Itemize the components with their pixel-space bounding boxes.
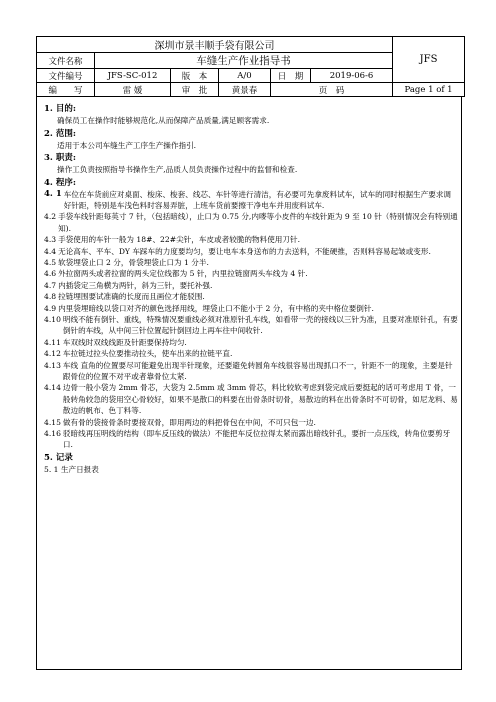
section-title: 范围: [55, 128, 76, 139]
section-number: 1. [44, 104, 53, 114]
version: A/0 [219, 69, 271, 83]
procedure-item [44, 382, 458, 416]
section-purpose [44, 103, 458, 127]
item-number: 4.3 [44, 235, 57, 245]
section-number: 5. [44, 452, 53, 463]
section-title: 记录 [55, 452, 73, 463]
item-number: 4.8 [44, 292, 57, 302]
item-number: 4.2 [44, 212, 57, 222]
doc-code-right: JFS [393, 37, 465, 83]
document-page [36, 36, 464, 670]
section-text: 适用于本公司车缝生产工序生产操作指引. [57, 140, 197, 150]
procedure-item [44, 348, 458, 359]
item-number: 4.9 [44, 303, 57, 313]
approve-label: 审 批 [171, 83, 219, 97]
item-text: 驳暗线再压明线的结构（即车反压线的做法）不能把车反位拉得太紧而露出暗线针孔，要折一点压线，转角位要剪牙口. [62, 429, 451, 450]
item-number: 4.10 [44, 314, 61, 324]
section-number: 4. [44, 177, 53, 188]
company-name: 深圳市景丰顺手袋有限公司 [37, 37, 393, 53]
procedure-item [44, 417, 458, 428]
approver: 黄景春 [219, 83, 271, 97]
section-number: 3. [44, 153, 53, 163]
section-records [44, 452, 458, 475]
item-number: 4.14 [44, 383, 61, 393]
section-procedure [44, 177, 458, 451]
section-title: 目的: [55, 104, 76, 114]
procedure-item [44, 303, 458, 314]
procedure-item [44, 189, 458, 212]
document-header-table [36, 36, 465, 97]
procedure-item [44, 234, 458, 245]
item-number: 4.16 [44, 429, 61, 439]
item-number: 4. 1 [44, 188, 62, 199]
item-text: 软袋埋袋止口 2 分，骨袋埋袋止口为 1 分半. [58, 257, 209, 267]
item-number: 4.12 [44, 349, 61, 359]
section-text: 操作工负责按照指导书操作生产,品质人员负责操作过程中的监督和检查. [57, 165, 298, 174]
procedure-item [44, 280, 458, 291]
doc-no: JFS-SC-012 [95, 69, 171, 83]
item-number: 4.15 [44, 417, 61, 427]
item-text: 车位在车货前应对桌面、梭床、梭套、线芯、车针等进行清洁，有必要可先拿废料试车，试车的同时根据生产要求调好针距，特别是车浅色料时容易弄脏，上班车货前要擦干净电车并用废料试车. [63, 189, 452, 210]
date: 2019-06-6 [311, 69, 393, 83]
item-text: 车拉链过拉头位要推动拉头，使车出来的拉链平直. [62, 349, 233, 359]
procedure-item [44, 211, 458, 234]
section-title: 职责: [55, 153, 76, 163]
procedure-item [44, 314, 458, 337]
item-text: 外拉窗两头或者拉窗的两头定位线都为 5 针，内里拉链窗两头车线为 4 针. [58, 269, 308, 279]
item-number: 4.13 [44, 360, 61, 370]
procedure-item [44, 257, 458, 268]
procedure-item [44, 291, 458, 302]
procedure-item [44, 337, 458, 348]
item-text: 车双线时双线线距及针距要保持均匀. [62, 337, 187, 347]
writer-label: 编 写 [37, 83, 95, 97]
section-title: 程序: [55, 177, 76, 188]
item-text: 内里袋埋暗线以袋口对齐的颜色选择用线，埋袋止口不能小于 2 分，有中格的夹中格位要倒针. [58, 303, 374, 313]
item-text: 拉链埋围要试准确的长度而且画位才能驳围. [58, 292, 205, 302]
procedure-item [44, 246, 458, 257]
item-text: 车线 直角的位置要尽可能避免出现半针现象，还要避免转圆角车线很容易出现抓口不一，针距不一的现象，主要是针跟骨位的位置不对平或者靠骨位太紧. [62, 360, 453, 381]
item-number: 4.11 [44, 337, 61, 347]
doc-name-label: 文件名称 [37, 53, 95, 69]
item-number: 4.5 [44, 257, 57, 267]
procedure-item [44, 428, 458, 451]
item-text: 内插袋定三角横为两针，斜为三针，要托补强. [58, 280, 213, 290]
pages: Page 1 of 1 [393, 83, 465, 97]
section-number: 2. [44, 128, 53, 139]
doc-name: 车缝生产作业指导书 [95, 53, 393, 69]
item-text: 明线不能有倒针、重线，特殊情况要重线必须对准原针孔车线，如看带一壳的接线以三针为准，且要对准原针孔，有要倒针的车线，从中间三针位置起针倒回边上再车往中间收针. [62, 314, 458, 336]
item-text: 边骨一般小袋为 2mm 骨芯，大袋为 2.5mm 或 3mm 骨芯，料比较软考虑到袋完成后要挺起的话可考虑用 T 骨，一般转角较急的袋用空心骨较好，如果不是散口的料要在出骨条时切骨，易散边的料在出骨条时不可切骨，如尼龙料、易散边的帆布、色丁料等. [62, 383, 458, 416]
item-number: 4.6 [44, 269, 57, 279]
item-text: 无论高车、平车、DY 车踩车的力度要均匀，要让电车本身送布的力去送料，不能硬推，否则料容易起皱或变形. [58, 246, 431, 256]
date-label: 日 期 [271, 69, 311, 83]
item-text: 做有骨的袋接骨条时要接双骨，即用两边的料把骨包在中间，不可只包一边. [62, 417, 316, 427]
item-number: 4.4 [44, 246, 57, 256]
document-body [36, 97, 462, 670]
item-number: 4.7 [44, 280, 57, 290]
procedure-item [44, 360, 458, 383]
item-text: 手袋使用的车针一般为 18#、22#尖针，车皮或者较脆的物料使用刀针. [58, 235, 300, 245]
version-label: 版 本 [171, 69, 219, 83]
writer: 雷 媛 [95, 83, 171, 97]
doc-no-label: 文件编号 [37, 69, 95, 83]
item-text: 手袋车线针距每英寸 7 针，（包括暗线），止口为 0.75 分,内嘜等小皮件的车线针距为 9 至 10 针（特别情况会有特别通知). [58, 212, 458, 233]
record-item: 5. 1 生产日报表 [44, 464, 99, 474]
section-responsibility [44, 152, 458, 176]
pages-label: 页 码 [271, 83, 393, 97]
procedure-item [44, 268, 458, 279]
section-scope [44, 128, 458, 152]
section-text: 确保员工在操作时能够规范化,从而保障产品质量,满足顾客需求. [57, 116, 270, 125]
